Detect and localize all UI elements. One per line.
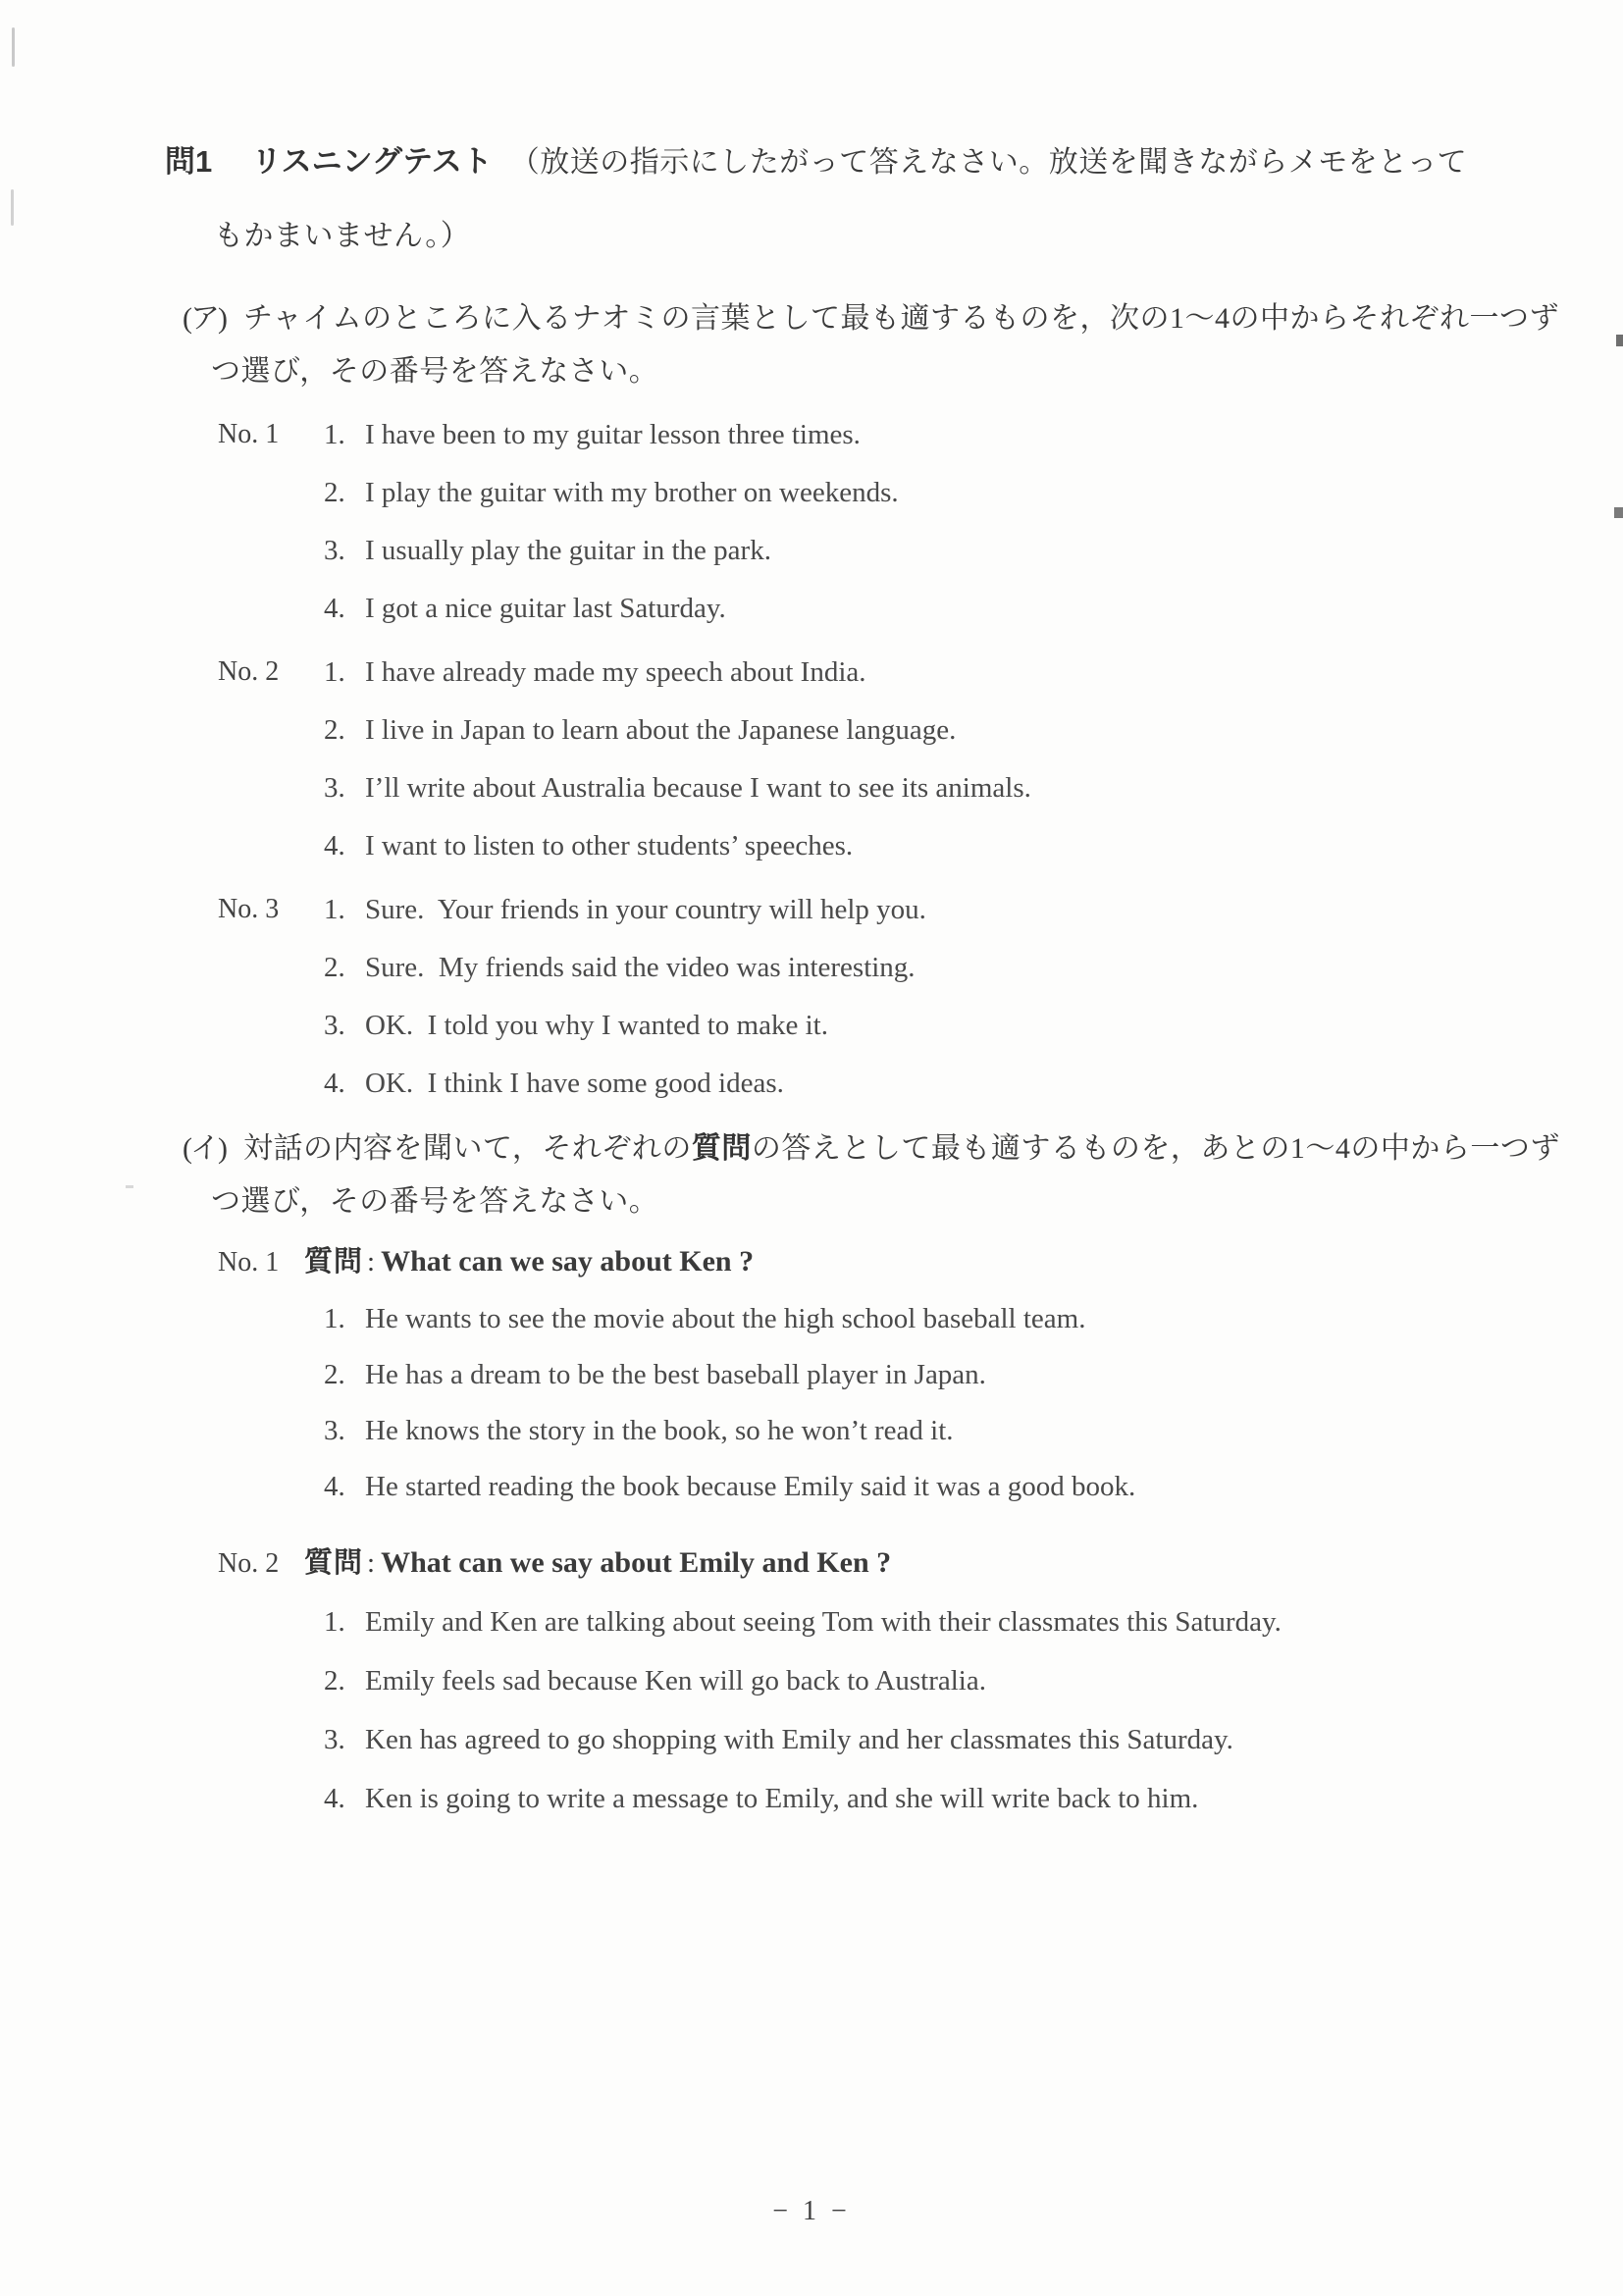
option-number: 3.	[324, 772, 345, 804]
option-text: He has a dream to be the best baseball player in Japan.	[365, 1359, 986, 1390]
option-text: I usually play the guitar in the park.	[365, 535, 771, 566]
option-row	[324, 419, 1529, 455]
section-header	[165, 142, 1529, 187]
section-a-lead-line1	[165, 299, 1559, 339]
option-row	[324, 1415, 1529, 1451]
option-number: 1.	[324, 1303, 345, 1334]
option-text: Sure. My friends said the video was interesting.	[365, 952, 916, 983]
option-row	[324, 477, 1529, 513]
option-text: He started reading the book because Emily said it was a good book.	[365, 1471, 1136, 1502]
option-text: I want to listen to other students’ speeches.	[365, 830, 854, 861]
option-row	[324, 1724, 1529, 1760]
options-list	[165, 1606, 1529, 1819]
question-label: No. 3	[218, 894, 280, 924]
option-row	[324, 1665, 1529, 1701]
question-block-a2	[165, 656, 1529, 866]
option-text: I have already made my speech about India.	[365, 656, 866, 688]
question-colon: :	[367, 1547, 376, 1579]
scan-artifact	[12, 27, 15, 67]
option-row	[324, 1359, 1529, 1395]
option-number: 3.	[324, 1415, 345, 1446]
question-label: No. 1	[218, 419, 280, 449]
options-list	[165, 1303, 1529, 1507]
question-word: 質問	[304, 1547, 364, 1579]
option-text: He knows the story in the book, so he won’t read it.	[365, 1415, 954, 1446]
option-number: 3.	[324, 1010, 345, 1041]
section-i-lead-line1	[165, 1129, 1560, 1169]
option-number: 4.	[324, 1783, 345, 1814]
option-number: 1.	[324, 656, 345, 688]
header-note-line1: （放送の指示にしたがって答えなさい。放送を聞きながらメモをとって	[509, 146, 1468, 179]
section-i	[165, 1129, 1560, 1819]
option-number: 1.	[324, 894, 345, 925]
option-number: 4.	[324, 1068, 345, 1099]
option-row	[324, 1303, 1529, 1339]
option-number: 3.	[324, 535, 345, 566]
option-text: I’ll write about Australia because I want to see its animals.	[365, 772, 1031, 804]
option-row	[324, 1068, 1529, 1104]
option-row	[324, 1010, 1529, 1046]
option-number: 4.	[324, 1471, 345, 1502]
scan-artifact	[1614, 507, 1623, 518]
page-title: リスニングテスト	[251, 144, 493, 179]
option-number: 2.	[324, 1665, 345, 1696]
option-number: 2.	[324, 952, 345, 983]
question-colon: :	[367, 1246, 376, 1278]
question-block-a1	[165, 419, 1529, 629]
page-content	[165, 142, 1560, 1842]
section-i-lead-post: の答えとして最も適するものを，あとの1～4の中から一つず	[751, 1132, 1560, 1165]
option-text: He wants to see the movie about the high school baseball team.	[365, 1303, 1086, 1334]
page-number: − 1 −	[772, 2196, 851, 2226]
option-number: 4.	[324, 830, 345, 861]
option-row	[324, 894, 1529, 930]
option-text: Sure. Your friends in your country will help you.	[365, 894, 926, 925]
option-number: 2.	[324, 714, 345, 746]
section-i-marker: (イ)	[183, 1132, 226, 1165]
option-text: Ken is going to write a message to Emily, and she will write back to him.	[365, 1783, 1199, 1814]
section-a-lead-text: チャイムのところに入るナオミの言葉として最も適するものを，次の1～4の中からそれぞれ一つず	[242, 302, 1559, 335]
scan-artifact	[126, 1185, 133, 1188]
question-word: 質問	[304, 1246, 364, 1278]
option-row	[324, 1606, 1529, 1643]
option-row	[324, 714, 1529, 751]
question-text: What can we say about Emily and Ken ?	[381, 1546, 892, 1579]
header-note-line2: もかまいません。）	[214, 220, 471, 252]
question-label: No. 1	[218, 1247, 280, 1278]
section-i-lead-line2: つ選び，その番号を答えなさい。	[211, 1185, 659, 1218]
option-text: I got a nice guitar last Saturday.	[365, 593, 726, 624]
option-text: OK. I told you why I wanted to make it.	[365, 1010, 828, 1041]
option-row	[324, 1471, 1529, 1507]
section-a-lead-line2: つ選び，その番号を答えなさい。	[211, 355, 659, 388]
option-number: 2.	[324, 477, 345, 508]
option-text: Emily feels sad because Ken will go back to Australia.	[365, 1665, 986, 1696]
question-block-i2	[165, 1546, 1529, 1819]
question-label: No. 2	[218, 1548, 280, 1579]
option-row	[324, 535, 1529, 571]
option-number: 1.	[324, 419, 345, 450]
option-number: 1.	[324, 1606, 345, 1638]
option-number: 2.	[324, 1359, 345, 1390]
option-text: I have been to my guitar lesson three times.	[365, 419, 861, 450]
question-block-i1	[165, 1245, 1529, 1507]
option-text: OK. I think I have some good ideas.	[365, 1068, 784, 1099]
option-row	[324, 656, 1529, 693]
section-i-lead-pre: 対話の内容を聞いて，それぞれの	[242, 1132, 692, 1165]
option-row	[324, 593, 1529, 629]
scan-artifact	[1616, 335, 1623, 346]
section-a-marker: (ア)	[183, 302, 226, 335]
option-number: 4.	[324, 593, 345, 624]
section-i-lead-bold: 質問	[691, 1132, 752, 1165]
option-number: 3.	[324, 1724, 345, 1755]
option-text: Emily and Ken are talking about seeing Tom with their classmates this Saturday.	[365, 1606, 1282, 1638]
option-row	[324, 772, 1529, 809]
option-row	[324, 830, 1529, 866]
question-label: No. 2	[218, 656, 280, 687]
option-text: Ken has agreed to go shopping with Emily and her classmates this Saturday.	[365, 1724, 1233, 1755]
option-text: I live in Japan to learn about the Japanese language.	[365, 714, 957, 746]
question-block-a3	[165, 894, 1529, 1104]
question-line	[165, 1546, 1529, 1585]
question-text: What can we say about Ken ?	[381, 1245, 755, 1278]
option-text: I play the guitar with my brother on weekends.	[365, 477, 899, 508]
problem-number: 問1	[165, 144, 213, 179]
option-row	[324, 1783, 1529, 1819]
option-row	[324, 952, 1529, 988]
scan-artifact	[11, 189, 14, 226]
section-a	[165, 299, 1559, 1104]
question-line	[165, 1245, 1529, 1283]
